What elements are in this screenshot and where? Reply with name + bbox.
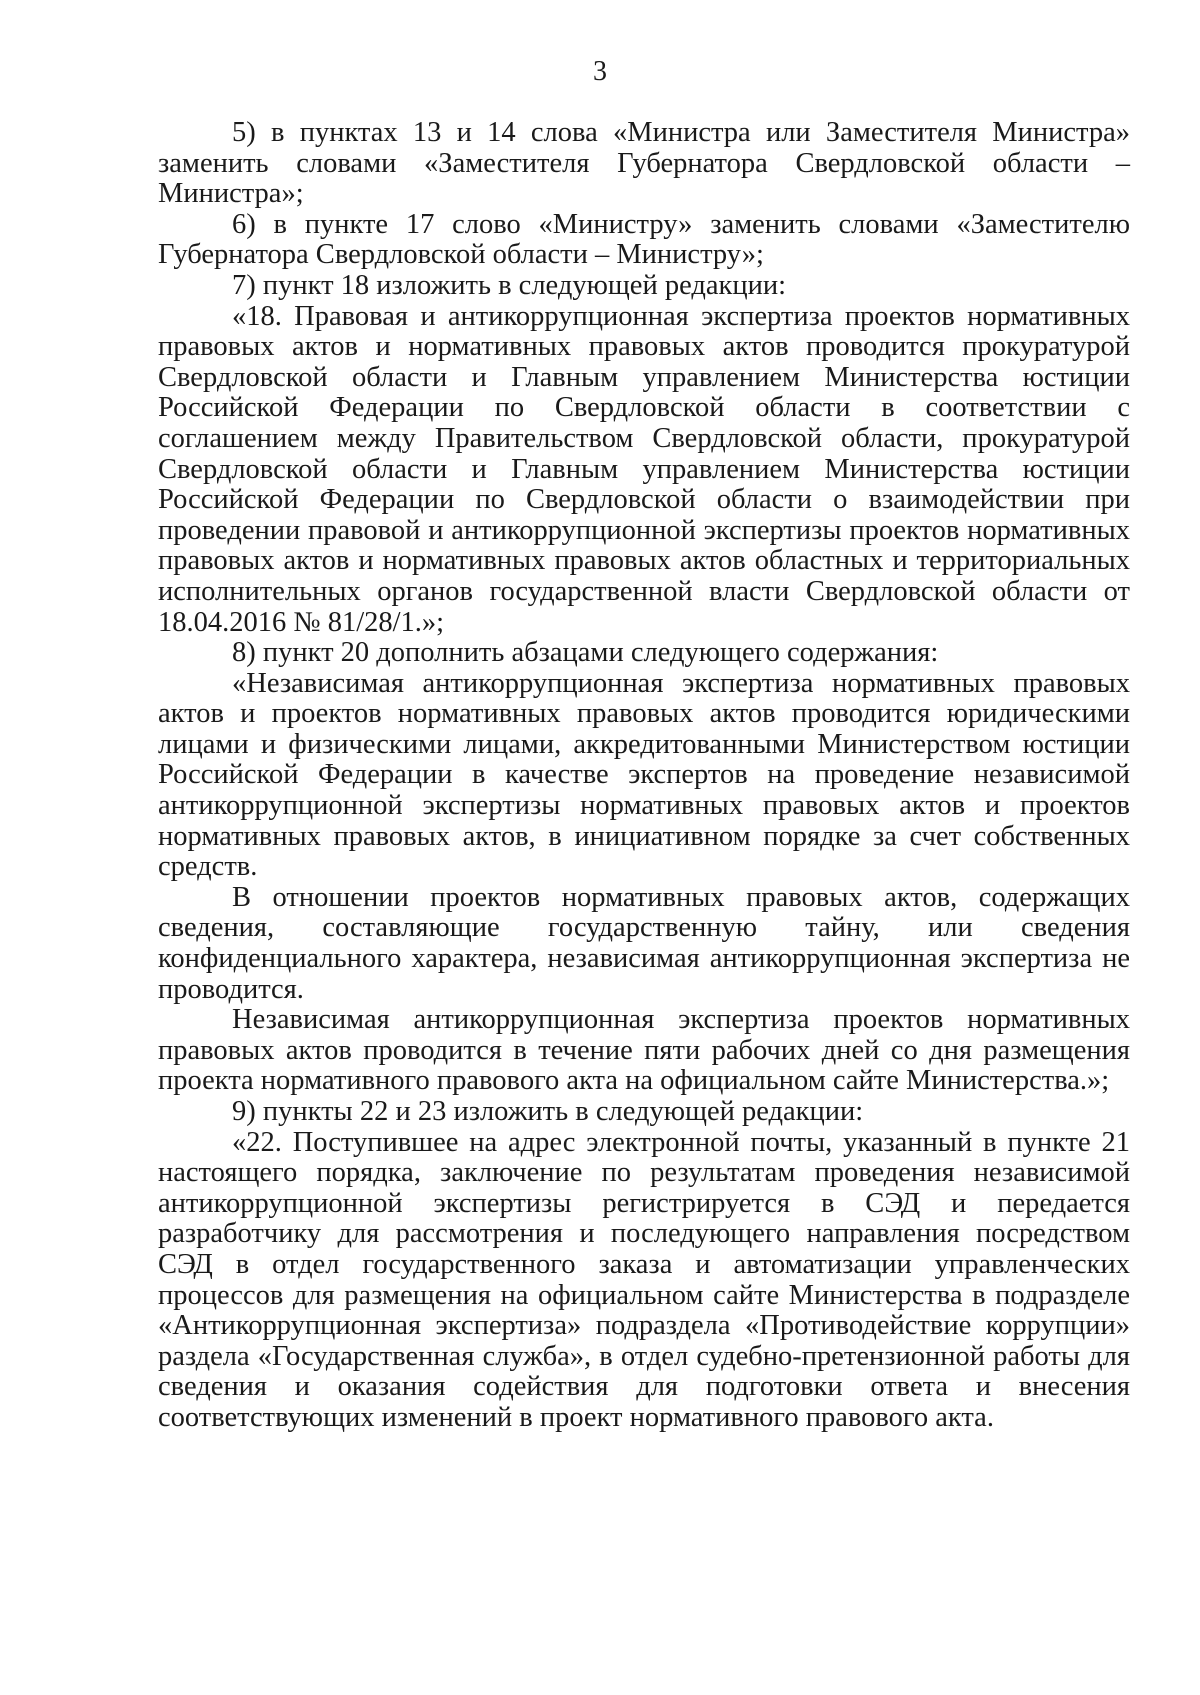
paragraph-item-5: 5) в пунктах 13 и 14 слова «Министра или Заместителя Министра» заменить словами «Заместителя Губернатора Свердловской области – Министра»; — [158, 117, 1130, 210]
paragraph-secret-exception: В отношении проектов нормативных правовых актов, содержащих сведения, составляющие государственную тайну, или сведения конфиденциального характера, независимая антикоррупционная экспертиза не проводится. — [158, 881, 1130, 1005]
document-body — [158, 118, 1130, 1434]
paragraph-item-7: 7) пункт 18 изложить в следующей редакции: — [232, 269, 787, 301]
paragraph-point-18-text: «18. Правовая и антикоррупционная экспертиза проектов нормативных правовых актов и нормативных правовых актов проводится прокуратурой Свердловской области и Главным управлением Министерства юстиции Российской Федерации по Свердловской области в соответствии с соглашением между Правительством Свердловской области, прокуратурой Свердловской области и Главным управлением Министерства юстиции Российской Федерации по Свердловской области о взаимодействии при проведении правовой и антикоррупционной экспертизы проектов нормативных правовых актов и нормативных правовых актов областных и территориальных исполнительных органов государственной власти Свердловской области от 18.04.2016 № 81/28/1.»; — [158, 300, 1130, 638]
paragraph-independent-expertise: «Независимая антикоррупционная экспертиза нормативных правовых актов и проектов нормативных правовых актов проводится юридическими лицами и физическими лицами, аккредитованными Министерством юстиции Российской Федерации в качестве экспертов на проведение независимой антикоррупционной экспертизы нормативных правовых актов и проектов нормативных правовых актов, в инициативном порядке за счет собственных средств. — [158, 667, 1130, 883]
paragraph-item-8: 8) пункт 20 дополнить абзацами следующего содержания: — [232, 637, 939, 669]
page-number: 3 — [593, 56, 607, 87]
paragraph-expertise-term: Независимая антикоррупционная экспертиза проектов нормативных правовых актов проводится в течение пяти рабочих дней со дня размещения проекта нормативного правового акта на официальном сайте Министерства.»; — [158, 1004, 1130, 1097]
paragraph-item-9: 9) пункты 22 и 23 изложить в следующей редакции: — [232, 1096, 864, 1127]
paragraph-item-6: 6) в пункте 17 слово «Министру» заменить словами «Заместителю Губернатора Свердловской области – Министру»; — [158, 208, 1130, 271]
paragraph-point-22-text: «22. Поступившее на адрес электронной почты, указанный в пункте 21 настоящего порядка, заключение по результатам проведения независимой антикоррупционной экспертизы регистрируется в СЭД и передается разработчику для рассмотрения и последующего направления посредством СЭД в отдел государственного заказа и автоматизации управленческих процессов для размещения на официальном сайте Министерства в подразделе «Антикоррупционная экспертиза» подраздела «Противодействие коррупции» раздела «Государственная служба», в отдел судебно-претензионной работы для сведения и оказания содействия для подготовки ответа и внесения соответствующих изменений в проект нормативного правового акта. — [158, 1126, 1130, 1433]
